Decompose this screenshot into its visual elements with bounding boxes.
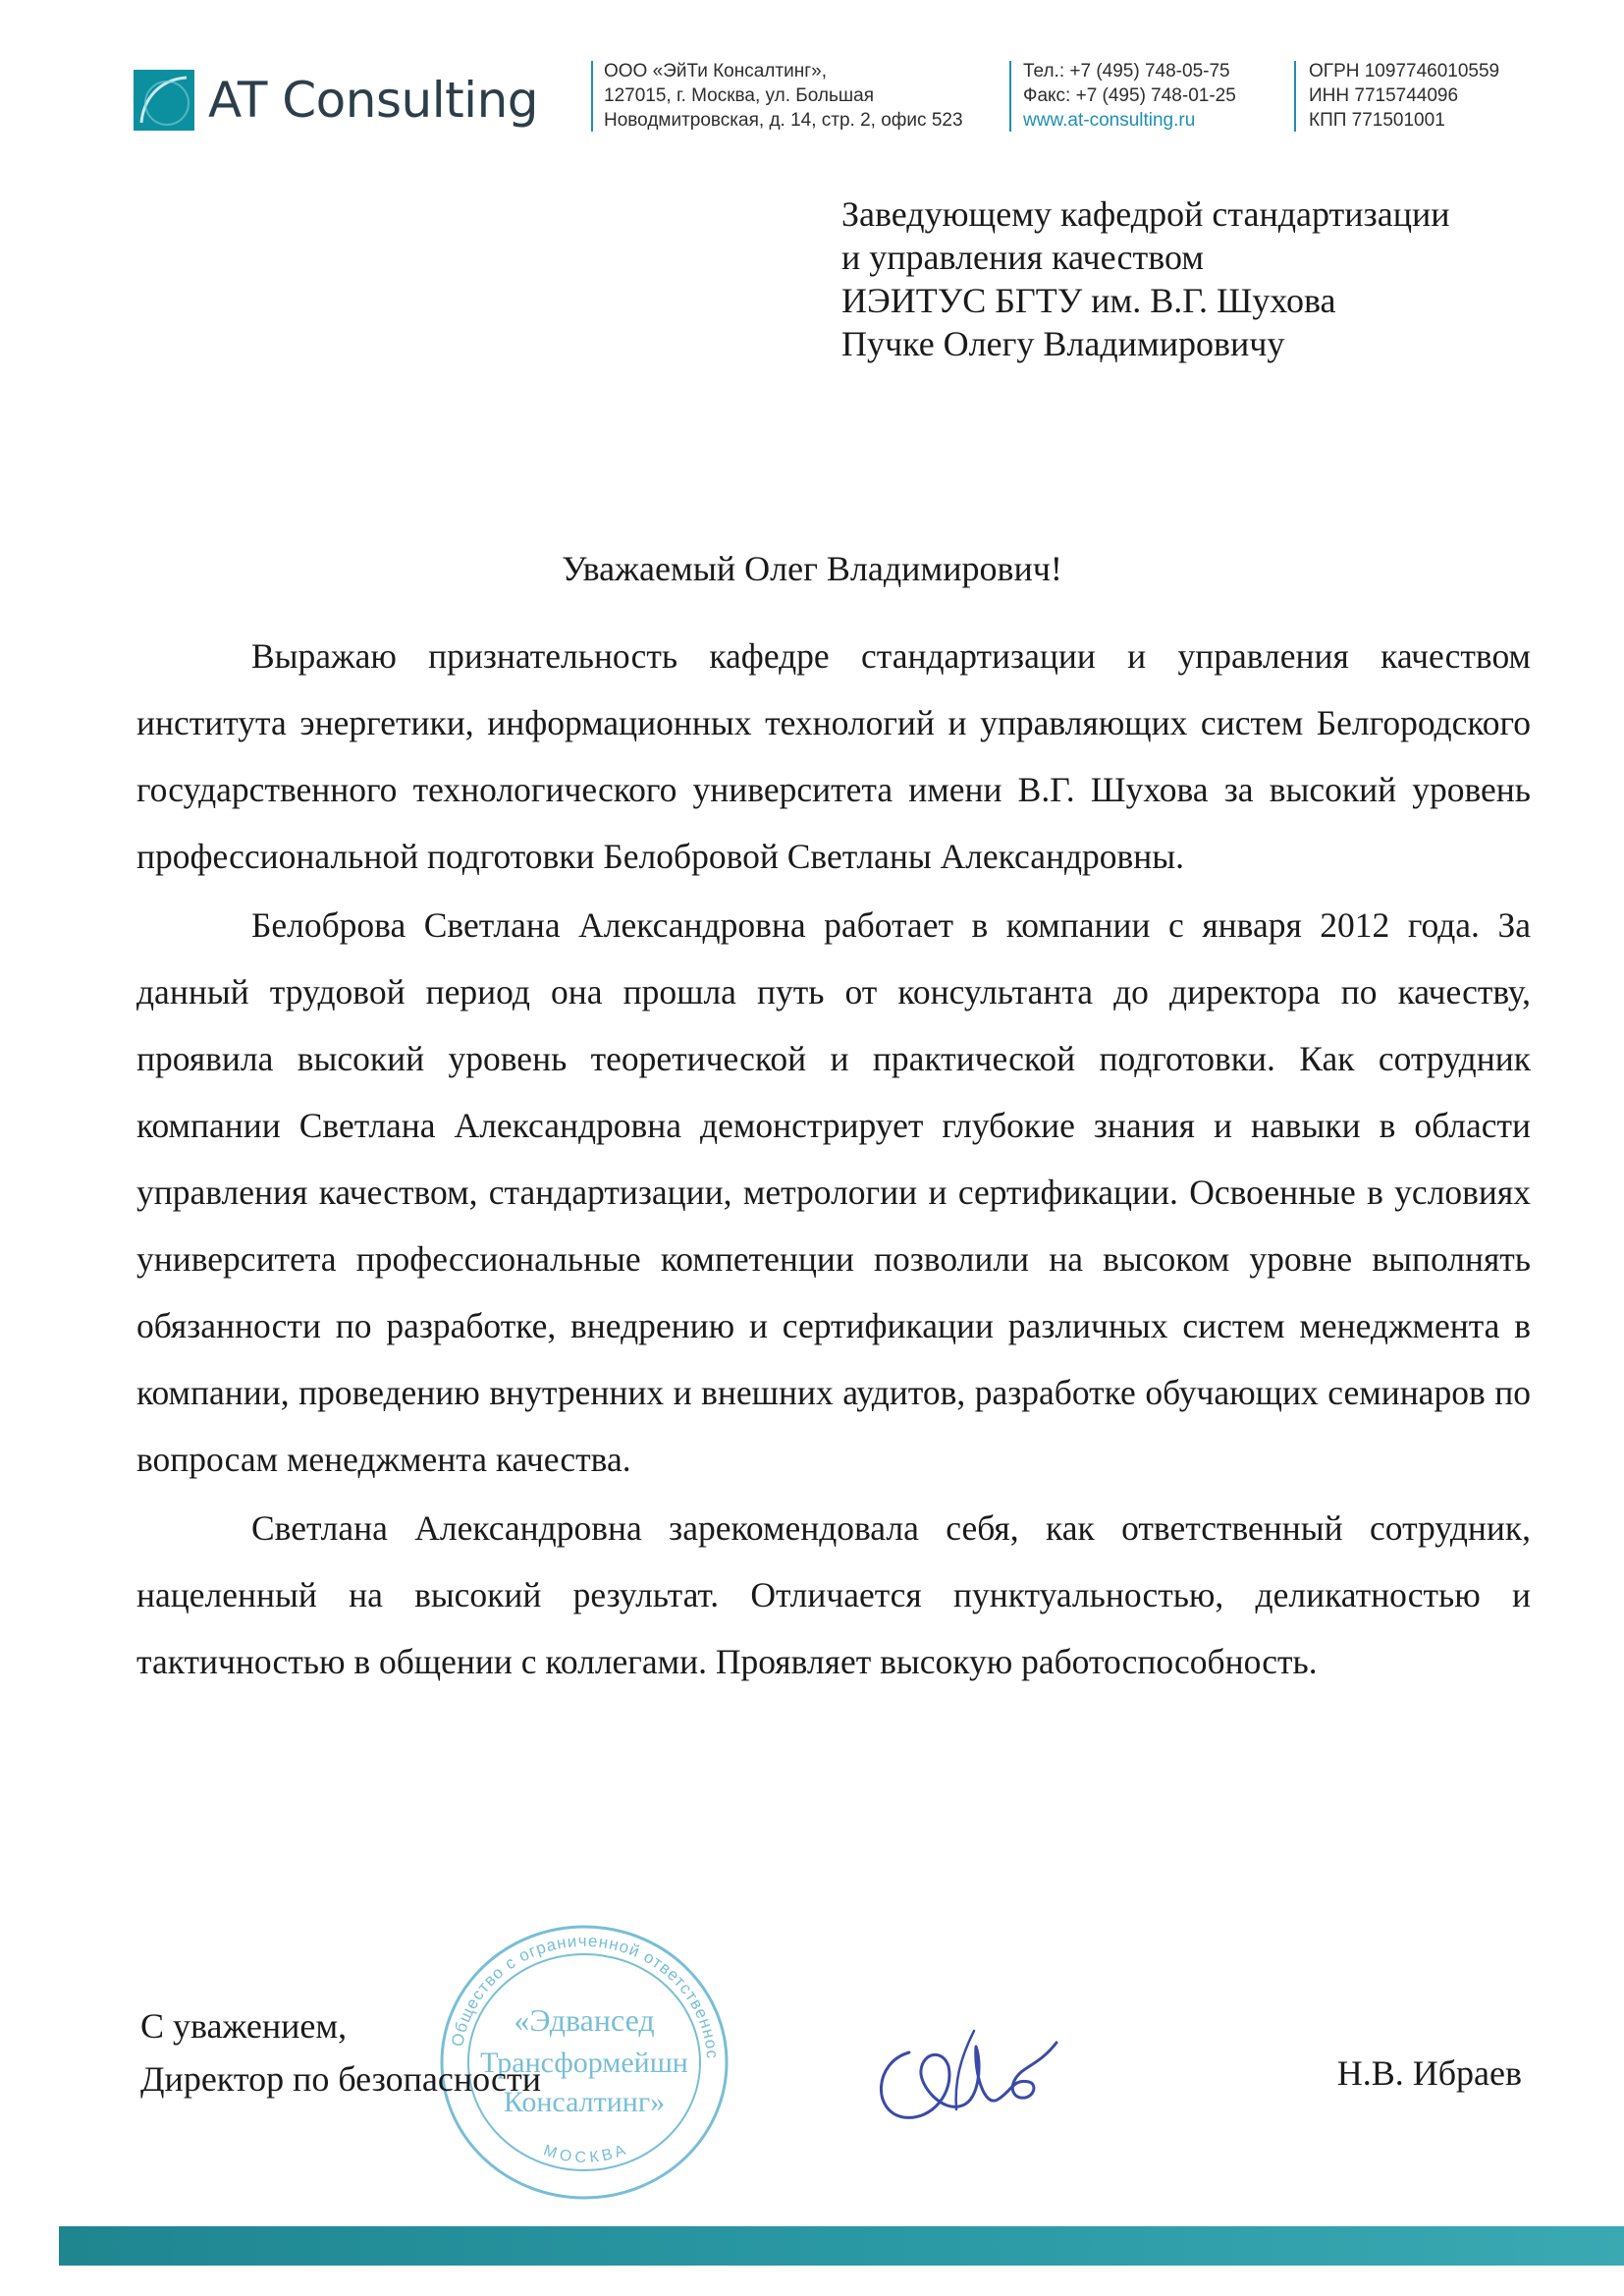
- addressee-line: и управления качеством: [841, 238, 1205, 277]
- address-line-1: 127015, г. Москва, ул. Большая: [604, 85, 874, 106]
- addressee-line: Пучке Олегу Владимировичу: [841, 324, 1285, 363]
- logo-mark-icon: [134, 70, 194, 131]
- fax-number: Факс: +7 (495) 748-01-25: [1023, 85, 1236, 106]
- closing-block: [140, 1999, 541, 2105]
- stamp-line: Трансформейшн: [480, 2047, 688, 2079]
- stamp-line: Консалтинг»: [503, 2086, 666, 2118]
- addressee-line: ИЭИТУС БГТУ им. В.Г. Шухова: [841, 281, 1336, 320]
- addressee-block: [841, 192, 1450, 365]
- addressee-line: Заведующему кафедрой стандартизации: [841, 194, 1450, 234]
- signatory-position: Директор по безопасности: [140, 2059, 541, 2099]
- body-paragraph: Светлана Александровна зарекомендовала себя, как ответственный сотрудник, нацеленный на высокий результат. Отличается пунктуальностью, деликатностью и тактичностью в общении с коллегами. Проявляет высокую работоспособность.: [136, 1508, 1531, 1681]
- svg-text:МОСКВА: [541, 2141, 631, 2166]
- ogrn: ОГРН 1097746010559: [1309, 61, 1500, 82]
- handwritten-signature: [864, 2023, 1060, 2136]
- closing-regards: С уважением,: [140, 2006, 348, 2046]
- body-paragraph: Белоброва Светлана Александровна работает в компании с января 2012 года. За данный трудовой период она прошла путь от консультанта до директора по качеству, проявила высокий уровень теоретической и практической подготовки. Как сотрудник компании Светлана Александровна демонстрирует глубокие знания и навыки в области управления качеством, стандартизации, метрологии и сертификации. Освоенные в условиях университета профессиональные компетенции позволили на высоком уровне выполнять обязанности по разработке, внедрению и сертификации различных систем менеджмента в компании, проведению внутренних и внешних аудитов, разработке обучающих семинаров по вопросам менеджмента качества.: [136, 905, 1531, 1479]
- logo-text: AT Consulting: [208, 72, 539, 129]
- header-divider: [591, 61, 593, 132]
- signatory-name: Н.В. Ибраев: [1336, 2053, 1522, 2093]
- kpp: КПП 771501001: [1309, 110, 1445, 131]
- letter-body: [136, 623, 1531, 1697]
- company-logo: [134, 67, 538, 134]
- phone-number: Тел.: +7 (495) 748-05-75: [1023, 61, 1230, 82]
- company-name: ООО «ЭйТи Консалтинг»,: [604, 61, 827, 82]
- stamp-ring-text: Общество с ограниченной ответственнос: [448, 1931, 723, 2060]
- header-divider: [1009, 61, 1011, 132]
- company-registration: [1309, 59, 1499, 133]
- address-line-2: Новодмитровская, д. 14, стр. 2, офис 523: [604, 110, 963, 131]
- stamp-city: МОСКВА: [541, 2140, 632, 2167]
- company-address: [604, 59, 963, 133]
- website-link[interactable]: www.at-consulting.ru: [1023, 110, 1196, 131]
- body-paragraph: Выражаю признательность кафедре стандартизации и управления качеством института энергетики, информационных технологий и управляющих систем Белгородского государственного технологического университета имени В.Г. Шухова за высокий уровень профессиональной подготовки Белобровой Светланы Александровны.: [136, 636, 1531, 876]
- greeting: Уважаемый Олег Владимирович!: [562, 549, 1062, 588]
- footer-bar: [59, 2226, 1624, 2266]
- stamp-line: «Эдвансед: [514, 2002, 655, 2038]
- header-divider: [1294, 61, 1296, 132]
- inn: ИНН 7715744096: [1309, 85, 1459, 106]
- company-contacts: [1023, 59, 1236, 133]
